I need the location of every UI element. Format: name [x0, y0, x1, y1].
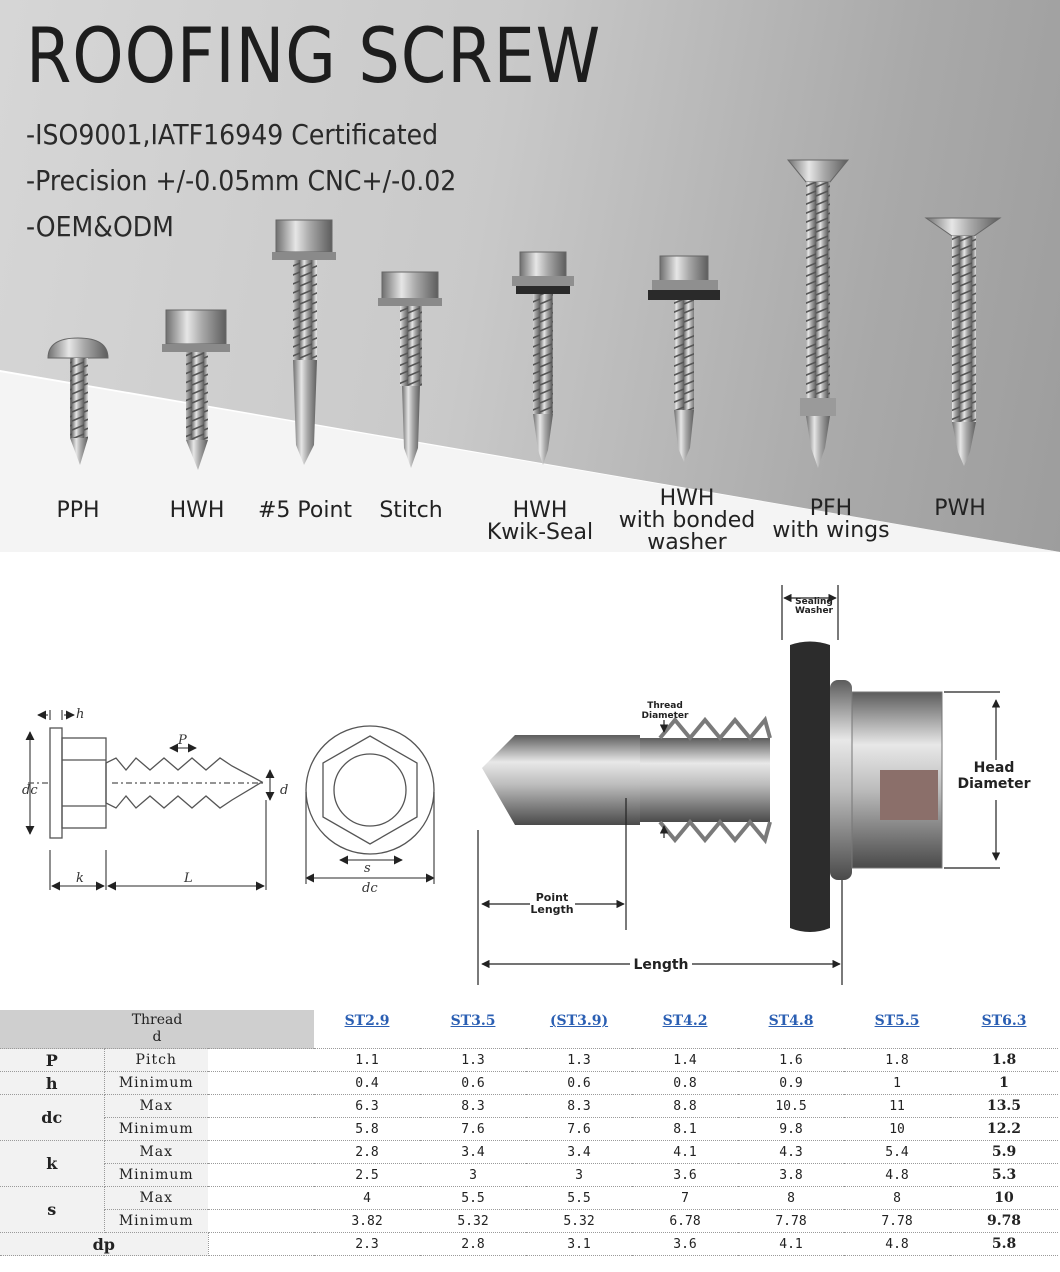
row-symbol-dc: dc — [0, 1095, 104, 1141]
screw-hwh-kwik-seal-image — [512, 252, 574, 465]
row-sub-label: Minimum — [104, 1164, 208, 1187]
table-cell: 6.78 — [632, 1210, 738, 1233]
row-sub-label: Max — [104, 1141, 208, 1164]
table-cell: 12.2 — [950, 1118, 1058, 1141]
screw-label-hwh-bonded-washer: HWH with bonded washer — [618, 486, 756, 552]
col-header-st6-3: ST6.3 — [950, 1010, 1058, 1049]
table-cell: 4.8 — [844, 1164, 950, 1187]
row-symbol-h: h — [0, 1072, 104, 1095]
row-symbol-dp: dp — [0, 1233, 208, 1256]
table-cell: 8.8 — [632, 1095, 738, 1118]
table-cell: 10 — [950, 1187, 1058, 1210]
table-spacer — [208, 1072, 314, 1095]
label-sealing-washer-1: Sealing — [795, 597, 833, 607]
table-cell: 1.6 — [738, 1049, 844, 1072]
table-cell: 1.8 — [950, 1049, 1058, 1072]
row-symbol-s: s — [0, 1187, 104, 1233]
row-sub-label: Minimum — [104, 1072, 208, 1095]
thread-header-cell — [0, 1010, 314, 1049]
table-cell: 3.8 — [738, 1164, 844, 1187]
dim-label-h: h — [76, 707, 85, 722]
table-row — [0, 1141, 1058, 1164]
page-title: ROOFING SCREW — [26, 11, 602, 100]
table-cell: 4.3 — [738, 1141, 844, 1164]
hero-banner — [0, 0, 1060, 552]
table-cell: 7.6 — [420, 1118, 526, 1141]
table-spacer — [208, 1210, 314, 1233]
dim-label-d: d — [280, 783, 289, 798]
row-symbol-k: k — [0, 1141, 104, 1187]
table-cell: 3 — [420, 1164, 526, 1187]
table-cell: 3.6 — [632, 1164, 738, 1187]
table-cell: 3.4 — [420, 1141, 526, 1164]
table-cell: 2.8 — [314, 1141, 420, 1164]
table-cell: 5.8 — [950, 1233, 1058, 1256]
table-row — [0, 1095, 1058, 1118]
table-cell: 2.8 — [420, 1233, 526, 1256]
table-cell: 3.6 — [632, 1233, 738, 1256]
table-cell: 0.8 — [632, 1072, 738, 1095]
d-label: d — [152, 1029, 162, 1045]
table-row — [0, 1164, 1058, 1187]
table-spacer — [208, 1118, 314, 1141]
screw-label-hwh-kwik-seal: HWH Kwik-Seal — [486, 498, 594, 545]
screw-label-5-point: #5 Point — [257, 498, 353, 523]
table-cell: 9.78 — [950, 1210, 1058, 1233]
table-cell: 13.5 — [950, 1095, 1058, 1118]
row-sub-label: Max — [104, 1187, 208, 1210]
table-cell: 4 — [314, 1187, 420, 1210]
table-cell: 7.6 — [526, 1118, 632, 1141]
table-cell: 1 — [950, 1072, 1058, 1095]
table-cell: 5.5 — [420, 1187, 526, 1210]
row-sub-label: Minimum — [104, 1118, 208, 1141]
dim-label-k: k — [76, 871, 84, 886]
label-sealing-washer-2: Washer — [795, 606, 833, 616]
row-sub-label: Minimum — [104, 1210, 208, 1233]
table-cell: 10 — [844, 1118, 950, 1141]
table-cell: 0.9 — [738, 1072, 844, 1095]
feature-line-oem: -OEM&ODM — [26, 210, 174, 243]
table-cell: 8 — [844, 1187, 950, 1210]
screw-label-pph: PPH — [56, 498, 100, 523]
feature-line-precision: -Precision +/-0.05mm CNC+/-0.02 — [26, 164, 457, 197]
table-header-row — [0, 1010, 1058, 1049]
table-spacer — [208, 1141, 314, 1164]
table-cell: 1.4 — [632, 1049, 738, 1072]
table-cell: 3.82 — [314, 1210, 420, 1233]
col-header-st4-2: ST4.2 — [632, 1010, 738, 1049]
table-cell: 5.4 — [844, 1141, 950, 1164]
table-cell: 0.4 — [314, 1072, 420, 1095]
screw-pfh-wings-image — [788, 160, 848, 468]
label-point-length-1: Point — [535, 891, 569, 904]
col-header-st4-8: ST4.8 — [738, 1010, 844, 1049]
screw-side-view-drawing — [28, 710, 270, 890]
screw-label-pfh-wings: PFH with wings — [772, 496, 890, 543]
table-cell: 7.78 — [738, 1210, 844, 1233]
label-thread-diameter-1: Thread — [647, 701, 683, 711]
screw-label-hwh: HWH — [169, 498, 225, 523]
table-cell: 3 — [526, 1164, 632, 1187]
row-symbol-p: P — [0, 1049, 104, 1072]
table-cell: 4.8 — [844, 1233, 950, 1256]
table-cell: 5.9 — [950, 1141, 1058, 1164]
table-cell: 8.3 — [526, 1095, 632, 1118]
screw-with-washer-photo — [482, 642, 942, 933]
table-spacer — [208, 1049, 314, 1072]
table-cell: 1 — [844, 1072, 950, 1095]
table-row — [0, 1233, 1058, 1256]
technical-drawing-section — [0, 560, 1060, 1000]
label-point-length-2: Length — [530, 903, 574, 916]
screw-label-pwh: PWH — [934, 496, 986, 521]
table-cell: 3.4 — [526, 1141, 632, 1164]
screw-hwh-image — [162, 310, 230, 470]
table-cell: 3.1 — [526, 1233, 632, 1256]
table-spacer — [208, 1187, 314, 1210]
dim-label-s: s — [364, 861, 371, 876]
screw-pph-image — [48, 338, 108, 465]
table-cell: 5.3 — [950, 1164, 1058, 1187]
spec-table — [0, 1010, 1058, 1256]
screw-gallery — [0, 0, 1060, 552]
table-spacer — [208, 1095, 314, 1118]
table-row — [0, 1210, 1058, 1233]
table-cell: 1.8 — [844, 1049, 950, 1072]
col-header-st2-9: ST2.9 — [314, 1010, 420, 1049]
dim-label-p: P — [178, 733, 187, 748]
table-cell: 8 — [738, 1187, 844, 1210]
table-cell: 9.8 — [738, 1118, 844, 1141]
table-cell: 1.3 — [420, 1049, 526, 1072]
table-row — [0, 1187, 1058, 1210]
table-cell: 10.5 — [738, 1095, 844, 1118]
feature-line-certification: -ISO9001,IATF16949 Certificated — [26, 118, 439, 151]
table-row — [0, 1118, 1058, 1141]
table-cell: 11 — [844, 1095, 950, 1118]
table-cell: 1.1 — [314, 1049, 420, 1072]
label-head-diameter-2: Diameter — [957, 776, 1031, 792]
table-cell: 8.3 — [420, 1095, 526, 1118]
screw-pwh-image — [926, 218, 1000, 466]
dim-label-l: L — [184, 871, 193, 886]
row-sub-label: Pitch — [104, 1049, 208, 1072]
table-cell: 2.3 — [314, 1233, 420, 1256]
table-cell: 1.3 — [526, 1049, 632, 1072]
label-head-diameter-1: Head — [973, 760, 1015, 776]
table-row — [0, 1049, 1058, 1072]
table-cell: 7 — [632, 1187, 738, 1210]
col-header-st3-9: (ST3.9) — [526, 1010, 632, 1049]
row-sub-label: Max — [104, 1095, 208, 1118]
table-cell: 7.78 — [844, 1210, 950, 1233]
dim-label-dc: dc — [22, 783, 38, 798]
table-cell: 6.3 — [314, 1095, 420, 1118]
screw-label-stitch: Stitch — [379, 498, 443, 523]
col-header-st5-5: ST5.5 — [844, 1010, 950, 1049]
dim-label-dc-end: dc — [362, 881, 378, 896]
table-cell: 0.6 — [526, 1072, 632, 1095]
col-header-st3-5: ST3.5 — [420, 1010, 526, 1049]
screw-5-point-image — [272, 220, 336, 465]
table-cell: 8.1 — [632, 1118, 738, 1141]
label-length: Length — [633, 957, 689, 973]
table-cell: 5.32 — [526, 1210, 632, 1233]
table-cell: 4.1 — [632, 1141, 738, 1164]
table-spacer — [208, 1233, 314, 1256]
label-thread-diameter-2: Diameter — [641, 711, 689, 721]
table-cell: 2.5 — [314, 1164, 420, 1187]
table-cell: 5.8 — [314, 1118, 420, 1141]
table-cell: 5.32 — [420, 1210, 526, 1233]
table-spacer — [208, 1164, 314, 1187]
table-cell: 5.5 — [526, 1187, 632, 1210]
thread-label: Thread — [131, 1012, 183, 1028]
table-cell: 0.6 — [420, 1072, 526, 1095]
screw-stitch-image — [378, 272, 442, 468]
table-row — [0, 1072, 1058, 1095]
table-cell: 4.1 — [738, 1233, 844, 1256]
screw-hwh-bonded-washer-image — [648, 256, 720, 462]
